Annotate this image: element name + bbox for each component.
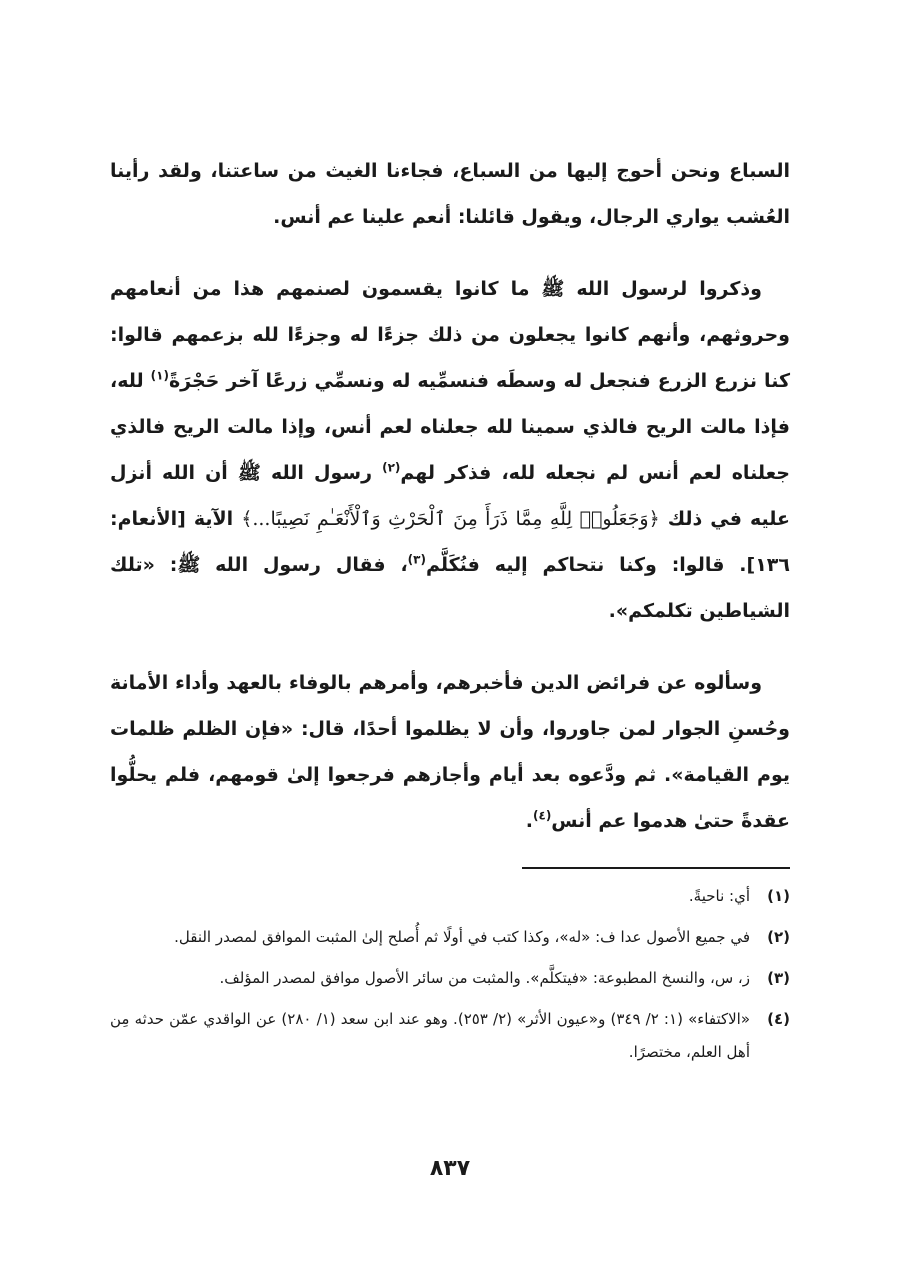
hadith-quote-2: «فإن الظلم ظلمات يوم القيامة» <box>110 718 791 786</box>
paragraph-3-part-c: . <box>525 810 533 832</box>
footnotes <box>110 880 790 1077</box>
footnote-number: (٣) <box>767 969 790 987</box>
paragraph-1-text: السباع ونحن أحوج إليها من السباع، فجاءنا الغيث من ساعتنا، ولقد رأينا العُشب يواري الرجال، ويقول قائلنا: أنعم علينا عم أنس. <box>110 160 790 228</box>
footnote-text: أي: ناحيةً. <box>688 887 750 905</box>
footnote-3 <box>110 962 790 995</box>
main-text <box>110 148 790 844</box>
footnote-text: ز، س، والنسخ المطبوعة: «فيتكلَّم». والمثبت من سائر الأصول موافق لمصدر المؤلف. <box>219 969 750 987</box>
footnote-text: في جميع الأصول عدا ف: «له»، وكذا كتب في أولًا ثم أُصلح إلىٰ المثبت الموافق لمصدر النقل. <box>174 928 750 946</box>
footnote-separator <box>522 867 790 869</box>
footnote-ref-3[interactable]: (٣) <box>407 552 426 567</box>
footnote-ref-4[interactable]: (٤) <box>533 808 552 823</box>
footnote-ref-2[interactable]: (٢) <box>382 460 401 475</box>
hadith-quote-1: «تلك الشياطين تكلمكم» <box>110 554 790 622</box>
footnote-4 <box>110 1003 790 1069</box>
footnote-number: (٢) <box>767 928 790 946</box>
paragraph-3 <box>110 660 790 844</box>
paragraph-2-part-a: وذكروا لرسول الله ﷺ ما كانوا يقسمون لصنمهم هذا من أنعامهم وحروثهم، وأنهم كانوا يجعلون من ذلك جزءًا له وجزءًا لله بزعمهم قالوا: كنا نزرع الزرع فنجعل له وسطَه فنسمِّيه له ونسمِّي زرعًا آخر حَجْرَةً <box>110 278 790 392</box>
paragraph-1 <box>110 148 790 240</box>
footnote-number: (٤) <box>767 1010 790 1028</box>
page-number: ٨٣٧ <box>429 1156 471 1181</box>
paragraph-2 <box>110 266 790 634</box>
paragraph-2-part-c: رسول الله ﷺ أن الله أنزل عليه في ذلك <box>110 462 790 530</box>
paragraph-2-part-d: الآية [الأنعام: ١٣٦]. قالوا: وكنا نتحاكم إليه فنُكَلَّم <box>110 508 790 576</box>
quran-verse: ﴿وَجَعَلُوا۟ لِلَّهِ مِمَّا ذَرَأَ مِنَ ٱلْحَرْثِ وَٱلْأَنْعَـٰمِ نَصِيبًا...﴾ <box>241 508 660 530</box>
footnote-1 <box>110 880 790 913</box>
footnote-text: «الاكتفاء» (١: ٢/ ٣٤٩) و«عيون الأثر» (٢/ ٢٥٣). وهو عند ابن سعد (١/ ٢٨٠) عن الواقدي عمّن حدثه مِن أهل العلم، مختصرًا. <box>110 1010 751 1061</box>
paragraph-3-part-a: وسألوه عن فرائض الدين فأخبرهم، وأمرهم بالوفاء بالعهد وأداء الأمانة وحُسنِ الجوار لمن جاوروا، وأن لا يظلموا أحدًا، قال: <box>110 672 790 740</box>
paragraph-3-part-b: . ثم ودَّعوه بعد أيام وأجازهم فرجعوا إلىٰ قومهم، فلم يحلُّوا عقدةً حتىٰ هدموا عم أنس <box>110 764 790 832</box>
paragraph-2-part-b: لله، فإذا مالت الريح فالذي سمينا لله جعلناه لعم أنس، وإذا مالت الريح فالذي جعلناه لعم أنس لم نجعله لله، فذكر لهم <box>110 370 790 484</box>
footnote-number: (١) <box>767 887 790 905</box>
paragraph-2-part-f: . <box>608 600 616 622</box>
footnote-2 <box>110 921 790 954</box>
paragraph-2-part-e: ، فقال رسول الله ﷺ: <box>154 554 408 576</box>
footnote-ref-1[interactable]: (١) <box>150 368 169 383</box>
